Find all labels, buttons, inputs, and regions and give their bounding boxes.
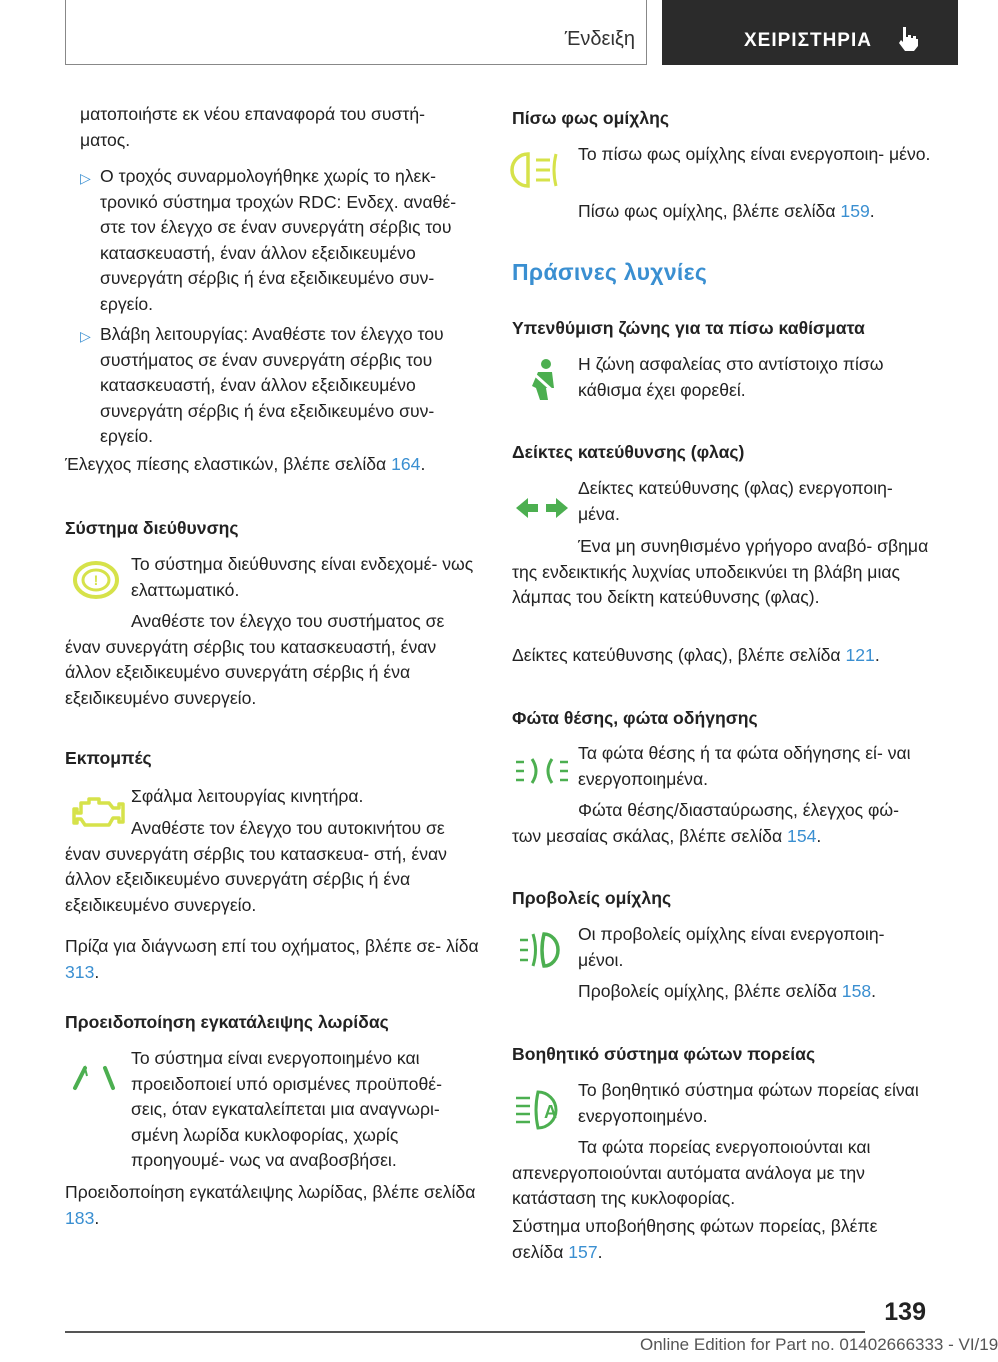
lane-warning-ref: Προειδοποίηση εγκατάλειψης λωρίδας, βλέπε σελίδα 183.: [65, 1182, 476, 1228]
turn-signal-text-1: Δείκτες κατεύθυνσης (φλας) ενεργοποιη‐ μένα.: [578, 478, 893, 524]
steering-text-1: Το σύστημα διεύθυνσης είναι ενδεχομέ‐ νως ελαττωματικό.: [131, 554, 474, 600]
high-beam-assist-icon: [514, 1088, 570, 1130]
front-fog-text-1: Οι προβολείς ομίχλης είναι ενεργοποιη‐ μένοι.: [578, 924, 885, 970]
bullet-malfunction-text: Βλάβη λειτουργίας: Αναθέστε τον έλεγχο του συστήματος σε έναν συνεργάτη σέρβις του κατασκευαστή, έναν άλλον εξειδικευμένο συνεργάτη σέρβις ή ένα εξειδικευμένο συν‐ εργείο.: [100, 324, 444, 447]
svg-text:A: A: [544, 1102, 557, 1122]
rear-fog-page-link[interactable]: 159: [840, 201, 870, 221]
front-fog-ref: Προβολείς ομίχλης, βλέπε σελίδα 158.: [578, 981, 877, 1001]
emissions-heading: Εκπομπές: [65, 748, 152, 768]
parking-lights-heading: Φώτα θέσης, φώτα οδήγησης: [512, 708, 758, 728]
lane-warning-heading: Προειδοποίηση εγκατάλειψης λωρίδας: [65, 1012, 389, 1032]
parking-lights-ref-text: Φώτα θέσης/διασταύρωσης, έλεγχος φώ‐ των μεσαίας σκάλας, βλέπε σελίδα: [512, 800, 899, 846]
left-intro-text: ματοποιήστε εκ νέου επαναφορά του συστή‐ ματος.: [80, 104, 425, 150]
bullet-triangle-icon: ▷: [80, 170, 91, 186]
green-lights-heading: Πράσινες λυχνίες: [512, 259, 708, 285]
rear-fog-ref: Πίσω φως ομίχλης, βλέπε σελίδα 159.: [578, 201, 875, 221]
header-chapter-label: ΧΕΙΡΙΣΤΗΡΙΑ: [744, 30, 872, 51]
turn-signal-heading: Δείκτες κατεύθυνσης (φλας): [512, 442, 745, 462]
high-beam-assist-heading: Βοηθητικό σύστημα φώτων πορείας: [512, 1044, 816, 1064]
header-chapter-bar: [662, 0, 958, 65]
svg-text:!: !: [93, 572, 99, 588]
parking-lights-icon: [514, 756, 570, 786]
seatbelt-icon: [526, 358, 562, 404]
emissions-text-2: Αναθέστε τον έλεγχο του αυτοκινήτου σε έναν συνεργάτη σέρβις του κατασκευα‐ στή, έναν άλλον εξειδικευμένο συνεργάτη σέρβις ή ένα εξειδικευμένο συνεργείο.: [65, 818, 447, 915]
high-beam-assist-text-1: Το βοηθητικό σύστημα φώτων πορείας είναι ενεργοποιημένο.: [578, 1080, 919, 1126]
tire-pressure-ref: Έλεγχος πίεσης ελαστικών, βλέπε σελίδα 164.: [65, 454, 426, 474]
parking-lights-text-2: Φώτα θέσης/διασταύρωσης, έλεγχος φώ‐ των μεσαίας σκάλας, βλέπε σελίδα 154.: [512, 800, 899, 846]
bullet-rdc-text: Ο τροχός συναρμολογήθηκε χωρίς το ηλεκ‐ τρονικό σύστημα τροχών RDC: Ενδεχ. αναθέ‐ στε τον έλεγχο σε έναν συνεργάτη σέρβις του κατασκευαστή, έναν άλλον εξειδικευμένο συνεργάτη σέρβις ή ένα εξειδικευμένο συν‐ εργείο.: [100, 166, 457, 314]
front-fog-ref-text: Προβολείς ομίχλης, βλέπε σελίδα: [578, 981, 842, 1001]
turn-signal-ref: Δείκτες κατεύθυνσης (φλας), βλέπε σελίδα 121.: [512, 645, 880, 665]
page-number: 139: [884, 1298, 926, 1326]
seatbelt-text: Η ζώνη ασφαλείας στο αντίστοιχο πίσω κάθισμα έχει φορεθεί.: [578, 354, 884, 400]
lane-warning-ref-text: Προειδοποίηση εγκατάλειψης λωρίδας, βλέπε σελίδα: [65, 1182, 476, 1202]
turn-signal-arrows-icon: [514, 496, 570, 520]
rear-fog-text-1: Το πίσω φως ομίχλης είναι ενεργοποιη‐ μένο.: [578, 144, 931, 164]
steering-text-2: Αναθέστε τον έλεγχο του συστήματος σε έναν συνεργάτη σέρβις του κατασκευαστή, έναν άλλον εξειδικευμένο συνεργάτη σέρβις ή ένα εξειδικευμένο συνεργείο.: [65, 611, 445, 708]
obd-ref: Πρίζα για διάγνωση επί του οχήματος, βλέπε σε‐ λίδα 313.: [65, 936, 479, 982]
lane-warning-page-link[interactable]: 183: [65, 1207, 95, 1228]
steering-wheel-warning-icon: [71, 560, 121, 600]
header-section-label: Ένδειξη: [564, 28, 635, 50]
front-fog-light-icon: [518, 930, 570, 970]
turn-signal-page-link[interactable]: 121: [845, 645, 875, 665]
turn-signal-text-2: Ένα μη συνηθισμένο γρήγορο αναβό‐ σβημα της ενδεικτικής λυχνίας υποδεικνύει τη βλάβη μιας λάμπας του δείκτη κατεύθυνσης (φλας).: [512, 536, 929, 608]
rear-fog-ref-text: Πίσω φως ομίχλης, βλέπε σελίδα: [578, 201, 841, 221]
online-edition-label: Online Edition for Part no. 01402666333 - VI/19: [640, 1335, 998, 1354]
rear-fog-heading: Πίσω φως ομίχλης: [512, 108, 670, 128]
turn-signal-ref-text: Δείκτες κατεύθυνσης (φλας), βλέπε σελίδα: [512, 645, 846, 665]
footer-divider: [65, 1331, 865, 1333]
tire-pressure-ref-text: Έλεγχος πίεσης ελαστικών, βλέπε σελίδα: [65, 454, 392, 474]
seatbelt-heading: Υπενθύμιση ζώνης για τα πίσω καθίσματα: [512, 318, 865, 338]
front-fog-heading: Προβολείς ομίχλης: [512, 888, 672, 908]
parking-lights-page-link[interactable]: 154: [787, 825, 817, 846]
tire-pressure-page-link[interactable]: 164: [391, 454, 421, 474]
rear-fog-light-icon: [518, 150, 570, 190]
emissions-text-1: Σφάλμα λειτουργίας κινητήρα.: [131, 786, 364, 806]
header-section-box: [65, 0, 647, 65]
front-fog-page-link[interactable]: 158: [841, 981, 872, 1001]
hand-pointer-icon: [894, 24, 922, 52]
high-beam-assist-text-2: Τα φώτα πορείας ενεργοποιούνται και απενεργοποιούνται αυτόματα ανάλογα με την κατάσταση της κυκλοφορίας.: [512, 1137, 871, 1209]
lane-departure-icon: [71, 1062, 121, 1092]
obd-ref-text: Πρίζα για διάγνωση επί του οχήματος, βλέπε σε‐ λίδα: [65, 936, 479, 956]
high-beam-assist-ref-text: Σύστημα υποβοήθησης φώτων πορείας, βλέπε σελίδα: [512, 1216, 878, 1262]
lane-warning-text-1: Το σύστημα είναι ενεργοποιημένο και προειδοποιεί υπό ορισμένες προϋποθέ‐ σεις, όταν εγκαταλείπεται μια αναγνωρι‐ σμένη λωρίδα κυκλοφορίας, χωρίς προηγουμέ‐ νως να αναβοσβήσει.: [131, 1048, 442, 1171]
bullet-triangle-icon: ▷: [80, 328, 91, 344]
obd-page-link[interactable]: 313: [65, 961, 95, 982]
parking-lights-text-1: Τα φώτα θέσης ή τα φώτα οδήγησης εί‐ ναι ενεργοποιημένα.: [578, 743, 911, 789]
steering-heading: Σύστημα διεύθυνσης: [65, 518, 239, 538]
high-beam-assist-page-link[interactable]: 157: [568, 1241, 598, 1262]
high-beam-assist-ref: Σύστημα υποβοήθησης φώτων πορείας, βλέπε σελίδα 157.: [512, 1216, 878, 1262]
